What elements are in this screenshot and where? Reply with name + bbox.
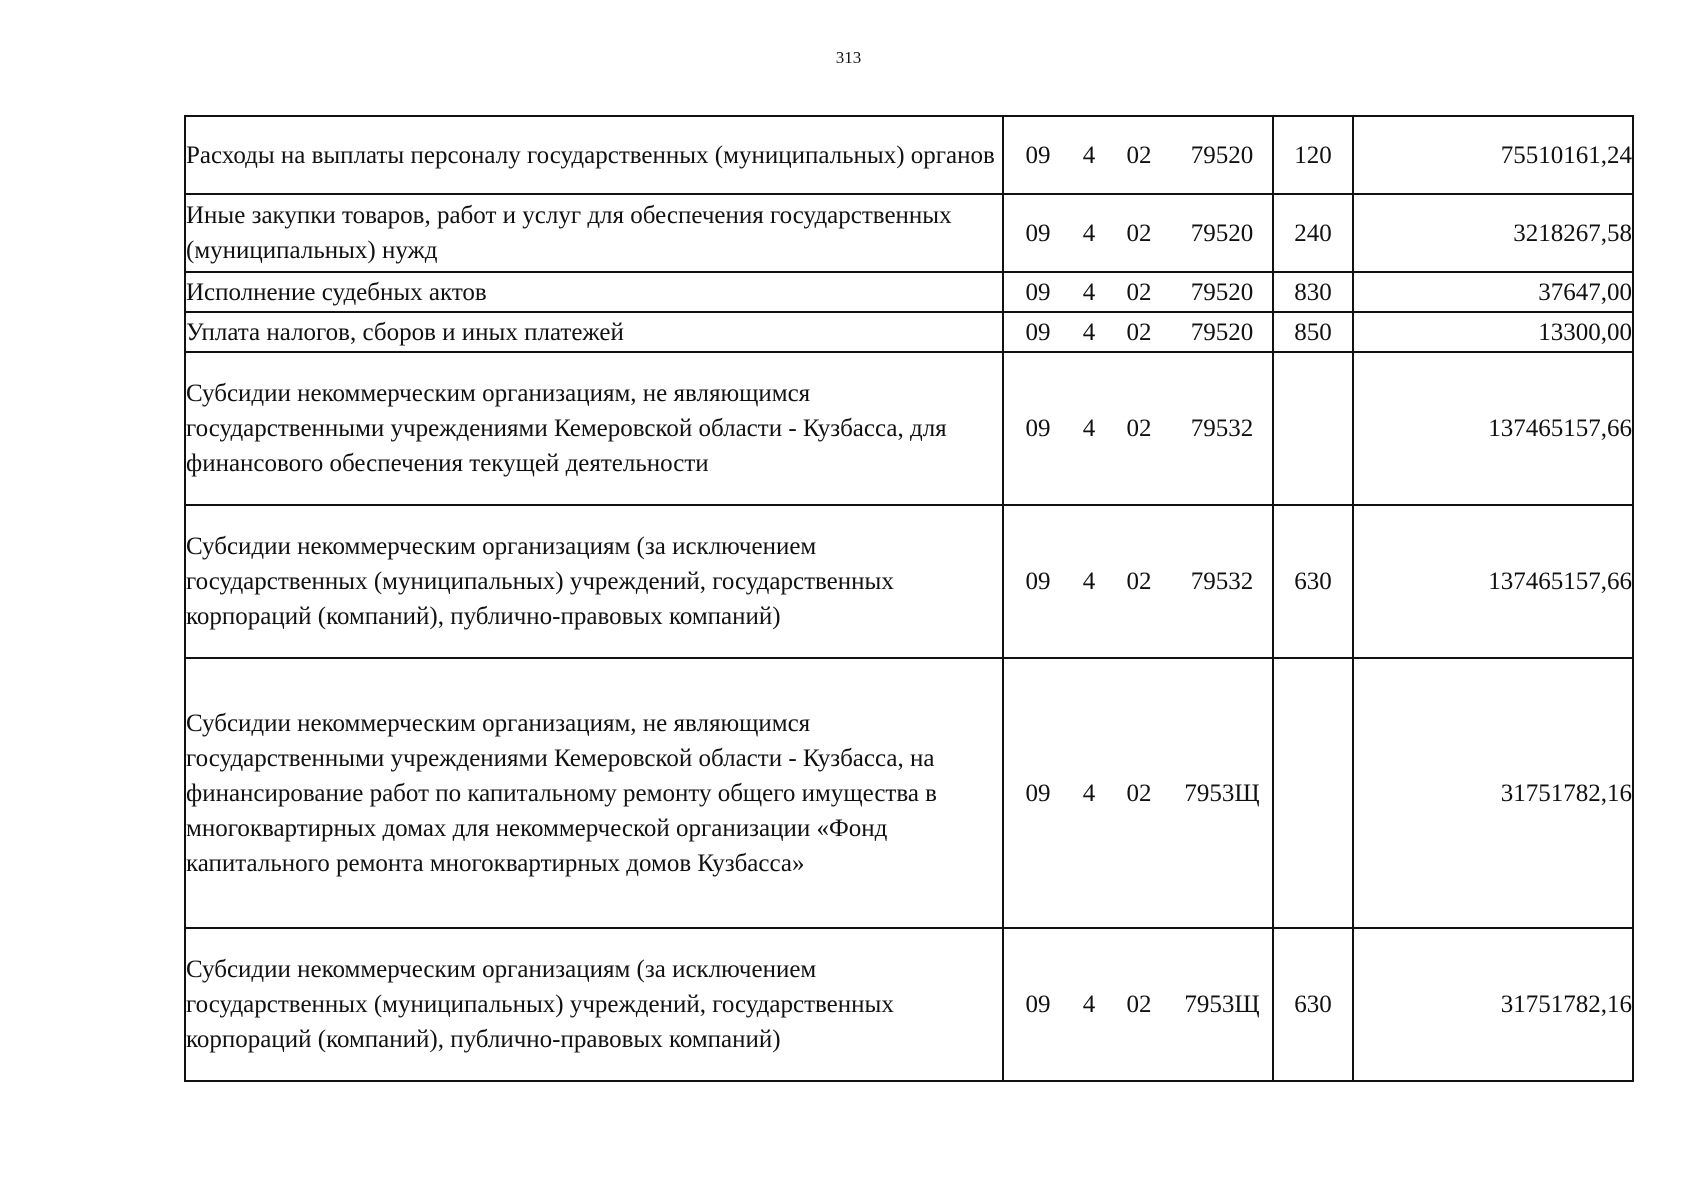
- expense-description: Субсидии некоммерческим организациям, не являющимся государственными учреждениями Кемеровской области - Кузбасса, на финансирование работ по капитальному ремонту общего имущества в многоквартирных домах для некоммерческой организации «Фонд капитального ремонта многоквартирных домов Кузбасса»: [185, 658, 1003, 928]
- expense-description: Субсидии некоммерческим организациям (за исключением государственных (муниципальных) учреждений, государственных корпораций (компаний), публично-правовых компаний): [185, 928, 1003, 1081]
- expense-type-code: [1273, 352, 1353, 505]
- classification-code: [1003, 194, 1273, 272]
- expense-type-code: 240: [1273, 194, 1353, 272]
- amount: 75510161,24: [1353, 116, 1633, 194]
- expense-description: Субсидии некоммерческим организациям, не являющимся государственными учреждениями Кемеровской области - Кузбасса, для финансового обеспечения текущей деятельности: [185, 352, 1003, 505]
- target-code: 79532: [1190, 568, 1254, 595]
- classification-code: [1003, 352, 1273, 505]
- target-code: 79520: [1190, 219, 1254, 247]
- budget-table: [184, 115, 1634, 1082]
- section-code: 09: [1025, 991, 1051, 1018]
- classification-code: [1003, 116, 1273, 194]
- expense-type-code: [1273, 658, 1353, 928]
- expense-description: Расходы на выплаты персоналу государственных (муниципальных) органов: [185, 116, 1003, 194]
- program-code: 4: [1082, 991, 1096, 1018]
- program-code: 4: [1082, 219, 1096, 247]
- section-code: 09: [1025, 318, 1051, 346]
- amount: 137465157,66: [1353, 352, 1633, 505]
- section-code: 09: [1025, 278, 1051, 306]
- section-code: 09: [1025, 568, 1051, 595]
- section-code: 09: [1025, 141, 1051, 169]
- expense-type-code: 850: [1273, 312, 1353, 352]
- expense-description: Исполнение судебных актов: [185, 272, 1003, 312]
- target-code: 79532: [1190, 415, 1254, 442]
- program-code: 4: [1082, 568, 1096, 595]
- program-code: 4: [1082, 141, 1096, 169]
- classification-code: [1003, 312, 1273, 352]
- target-code: 79520: [1190, 141, 1254, 169]
- table-row: [185, 312, 1633, 352]
- page-number: 313: [835, 48, 862, 67]
- section-code: 09: [1025, 779, 1051, 807]
- expense-type-code: 830: [1273, 272, 1353, 312]
- amount: 13300,00: [1353, 312, 1633, 352]
- section-code: 09: [1025, 415, 1051, 442]
- expense-type-code: 120: [1273, 116, 1353, 194]
- subprogram-code: 02: [1126, 568, 1152, 595]
- section-code: 09: [1025, 219, 1051, 247]
- program-code: 4: [1082, 318, 1096, 346]
- subprogram-code: 02: [1126, 141, 1152, 169]
- classification-code: [1003, 272, 1273, 312]
- classification-code: [1003, 928, 1273, 1081]
- target-code: 7953Щ: [1184, 991, 1260, 1018]
- subprogram-code: 02: [1126, 278, 1152, 306]
- expense-description: Субсидии некоммерческим организациям (за исключением государственных (муниципальных) учреждений, государственных корпораций (компаний), публично-правовых компаний): [185, 505, 1003, 658]
- target-code: 7953Щ: [1184, 779, 1260, 807]
- subprogram-code: 02: [1126, 318, 1152, 346]
- program-code: 4: [1082, 278, 1096, 306]
- table-row: [185, 352, 1633, 505]
- program-code: 4: [1082, 779, 1096, 807]
- target-code: 79520: [1190, 278, 1254, 306]
- amount: 31751782,16: [1353, 658, 1633, 928]
- program-code: 4: [1082, 415, 1096, 442]
- table-row: [185, 505, 1633, 658]
- table-row: [185, 116, 1633, 194]
- subprogram-code: 02: [1126, 991, 1152, 1018]
- amount: 37647,00: [1353, 272, 1633, 312]
- table-row: [185, 658, 1633, 928]
- amount: 3218267,58: [1353, 194, 1633, 272]
- expense-description: Уплата налогов, сборов и иных платежей: [185, 312, 1003, 352]
- subprogram-code: 02: [1126, 779, 1152, 807]
- table-row: [185, 928, 1633, 1081]
- target-code: 79520: [1190, 318, 1254, 346]
- expense-description: Иные закупки товаров, работ и услуг для обеспечения государственных (муниципальных) нужд: [185, 194, 1003, 272]
- expense-type-code: 630: [1273, 928, 1353, 1081]
- subprogram-code: 02: [1126, 219, 1152, 247]
- classification-code: [1003, 505, 1273, 658]
- amount: 31751782,16: [1353, 928, 1633, 1081]
- expense-type-code: 630: [1273, 505, 1353, 658]
- subprogram-code: 02: [1126, 415, 1152, 442]
- classification-code: [1003, 658, 1273, 928]
- table-row: [185, 194, 1633, 272]
- table-row: [185, 272, 1633, 312]
- amount: 137465157,66: [1353, 505, 1633, 658]
